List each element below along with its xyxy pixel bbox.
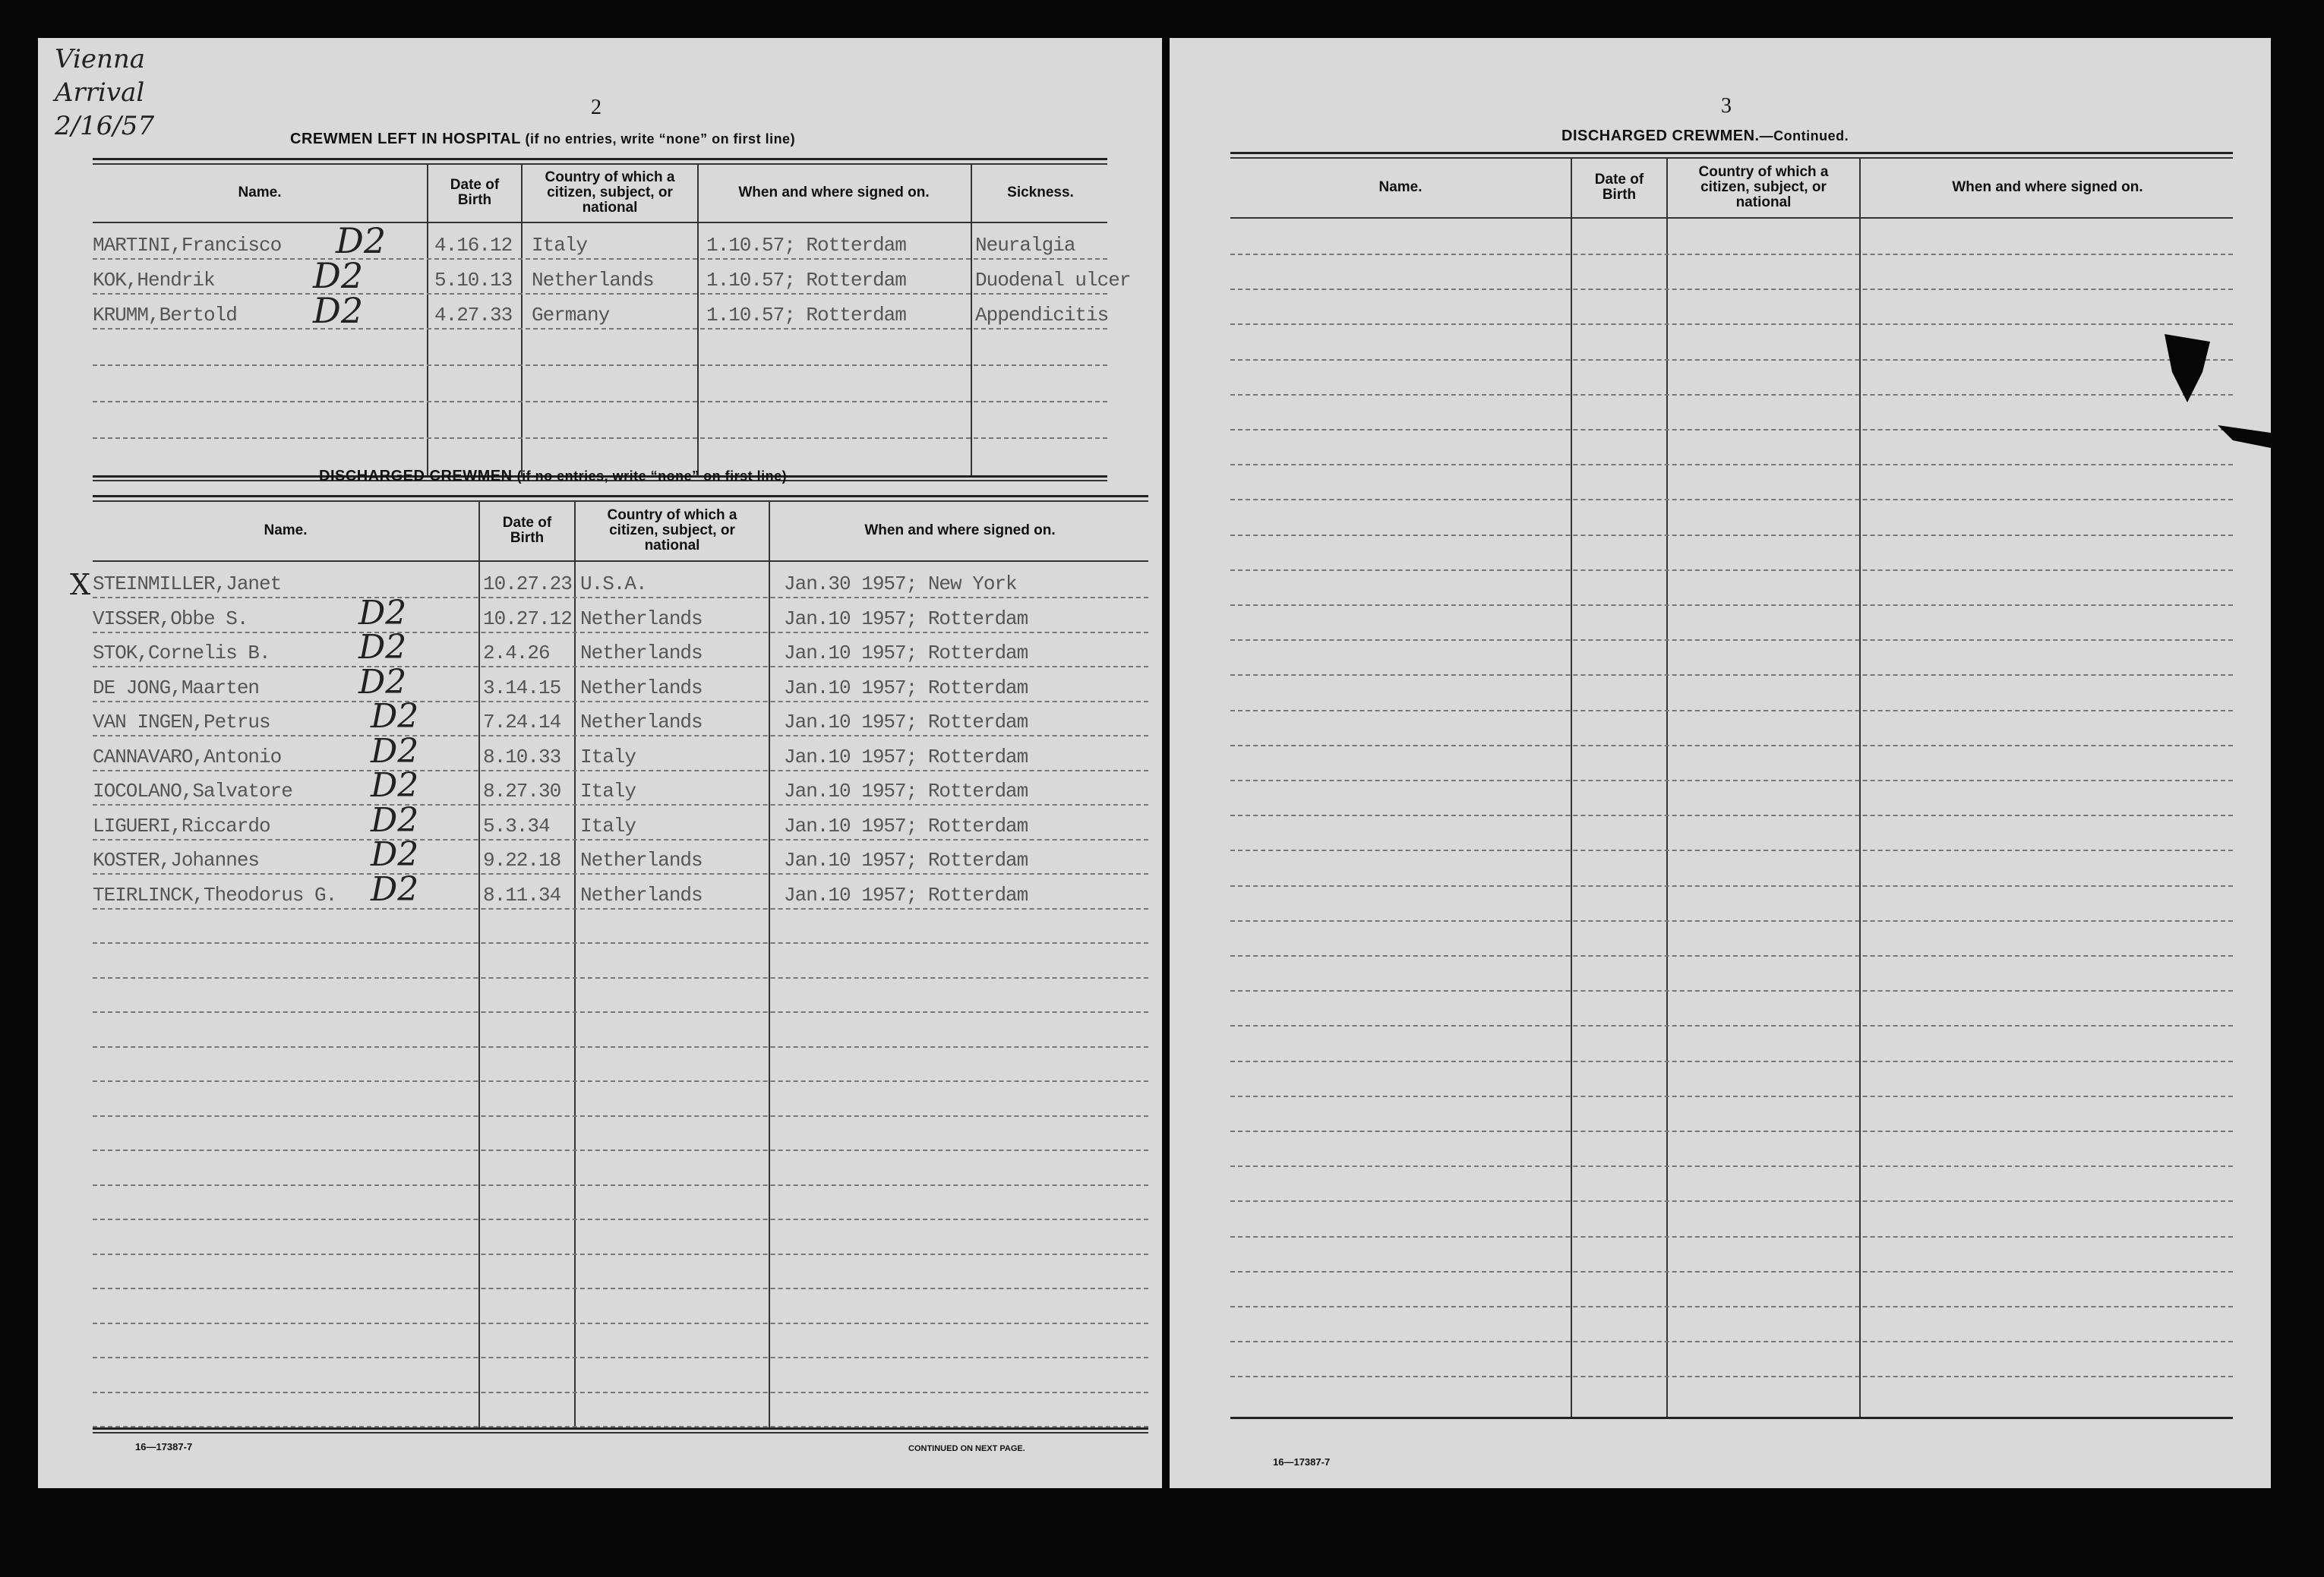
handwritten-note-text: Vienna Arrival 2/16/57 <box>55 44 155 141</box>
right-header-country-text: Country of which a citizen, subject, or national <box>1698 164 1829 210</box>
discharge-mark: D2 <box>371 731 419 771</box>
discharged-section-title <box>319 468 787 485</box>
torn-paper-mark <box>2119 289 2271 456</box>
hospital-row-name: KOK,Hendrik <box>93 269 215 292</box>
hospital-header-sickness: Sickness. <box>1007 185 1074 200</box>
discharged-row-name: TEIRLINCK,Theodorus G. <box>93 883 337 907</box>
discharged-row-name: STEINMILLER,Janet <box>93 572 282 595</box>
ruled-row-line <box>1230 1061 2233 1062</box>
ruled-row-line <box>93 942 1148 944</box>
ruled-row-line <box>1230 850 2233 851</box>
right-header-dob-text: Date of Birth <box>1594 172 1644 203</box>
ruled-row-line <box>1230 745 2233 746</box>
ruled-row-line <box>93 1357 1148 1358</box>
ruled-row-line <box>1230 1165 2233 1167</box>
discharged-row-name: KOSTER,Johannes <box>93 849 260 872</box>
ruled-row-line <box>1230 1306 2233 1307</box>
discharged-row-name: LIGUERI,Riccardo <box>93 814 270 837</box>
hospital-header-country <box>526 166 694 220</box>
right-header-dob <box>1575 159 1663 216</box>
ruled-row-line <box>1230 710 2233 711</box>
left-page <box>38 38 1162 1488</box>
discharge-mark: D2 <box>371 869 419 909</box>
discharged-row-dob: 9.22.18 <box>483 849 561 872</box>
discharged-title-text: DISCHARGED CREWMEN <box>319 468 513 484</box>
ruled-row-line <box>1230 920 2233 922</box>
form-number: 16—17387-7 <box>135 1441 193 1452</box>
discharge-mark: D2 <box>313 255 364 296</box>
right-title-text: DISCHARGED CREWMEN. <box>1561 128 1760 144</box>
discharged-row-dob: 2.4.26 <box>483 642 550 664</box>
discharged-header-country-text: Country of which a citizen, subject, or national <box>607 507 737 554</box>
ruled-row-line <box>1230 780 2233 781</box>
discharged-row-signed: Jan.10 1957; Rotterdam <box>784 883 1028 907</box>
discharged-header-dob-text: Date of Birth <box>502 515 552 546</box>
ruled-row-line <box>1230 955 2233 957</box>
hospital-row-signed: 1.10.57; Rotterdam <box>706 269 906 292</box>
ruled-row-line <box>93 770 1148 771</box>
ruled-row-line <box>1230 885 2233 887</box>
discharged-row-dob: 8.10.33 <box>483 745 561 768</box>
ruled-row-line <box>1230 535 2233 536</box>
hospital-title-note: (if no entries, write “none” on first line) <box>525 131 796 147</box>
right-header-signed: When and where signed on. <box>1952 179 2143 195</box>
hospital-row-country: Netherlands <box>532 269 654 292</box>
ruled-row-line <box>93 1288 1148 1289</box>
ruled-row-line <box>93 1080 1148 1082</box>
ruled-row-line <box>93 1150 1148 1151</box>
ruled-row-line <box>1230 674 2233 676</box>
ruled-row-line <box>1230 604 2233 606</box>
ruled-row-line <box>93 735 1148 736</box>
hospital-section-title <box>290 131 795 148</box>
hospital-row-sickness: Neuralgia <box>975 234 1075 257</box>
discharged-row-country: Netherlands <box>580 676 703 699</box>
hospital-row-name: MARTINI,Francisco <box>93 234 282 257</box>
discharge-mark: D2 <box>371 800 419 840</box>
discharged-row-country: Italy <box>580 745 636 768</box>
hospital-row-sickness: Duodenal ulcer <box>975 269 1131 292</box>
ruled-row-line <box>1230 1025 2233 1027</box>
discharged-row-signed: Jan.30 1957; New York <box>784 572 1017 595</box>
ruled-row-line <box>93 701 1148 702</box>
discharge-mark: D2 <box>358 628 407 667</box>
ruled-row-line <box>1230 1131 2233 1132</box>
discharged-row-signed: Jan.10 1957; Rotterdam <box>784 676 1028 699</box>
ruled-row-line <box>1230 815 2233 816</box>
ruled-row-line <box>1230 1096 2233 1097</box>
discharge-mark: D2 <box>313 290 364 331</box>
discharged-row-dob: 10.27.23 <box>483 572 572 595</box>
handwritten-note <box>55 43 222 143</box>
ruled-row-line <box>1230 1200 2233 1202</box>
ruled-row-line <box>93 804 1148 806</box>
ruled-row-line <box>1230 499 2233 500</box>
right-header-name: Name. <box>1378 179 1423 195</box>
discharged-header-name: Name. <box>264 522 308 538</box>
discharged-title-note: (if no entries, write “none” on first line) <box>516 468 788 484</box>
ruled-row-line <box>1230 254 2233 255</box>
hospital-row-name: KRUMM,Bertold <box>93 304 237 326</box>
ruled-row-line <box>93 1219 1148 1220</box>
ruled-row-line <box>93 1254 1148 1255</box>
discharge-mark: D2 <box>371 697 419 736</box>
discharged-row-country: Netherlands <box>580 642 703 664</box>
hospital-header-name: Name. <box>238 185 282 200</box>
ruled-row-line <box>93 977 1148 979</box>
discharged-row-dob: 5.3.34 <box>483 814 550 837</box>
discharged-row-signed: Jan.10 1957; Rotterdam <box>784 642 1028 664</box>
ruled-row-line <box>1230 639 2233 641</box>
discharged-row-signed: Jan.10 1957; Rotterdam <box>784 607 1028 630</box>
discharged-row-dob: 10.27.12 <box>483 607 572 630</box>
ruled-row-line <box>93 597 1148 598</box>
right-header-country <box>1671 159 1856 216</box>
hospital-row-signed: 1.10.57; Rotterdam <box>706 304 906 326</box>
hospital-row-dob: 4.16.12 <box>434 234 513 257</box>
ruled-row-line <box>93 1323 1148 1324</box>
hospital-row-dob: 5.10.13 <box>434 269 513 292</box>
page-number: 3 <box>1721 94 1732 118</box>
discharged-row-dob: 8.27.30 <box>483 780 561 803</box>
ruled-row-line <box>93 908 1148 910</box>
hospital-header-country-text: Country of which a citizen, subject, or national <box>545 169 675 216</box>
discharged-header-signed: When and where signed on. <box>864 522 1056 538</box>
discharged-row-country: Italy <box>580 814 636 837</box>
reject-x-mark: X <box>70 568 91 601</box>
ruled-row-line <box>1230 323 2233 325</box>
ruled-row-line <box>1230 289 2233 290</box>
ruled-row-line <box>1230 394 2233 396</box>
discharged-row-signed: Jan.10 1957; Rotterdam <box>784 711 1028 733</box>
ruled-row-line <box>93 1046 1148 1048</box>
discharged-row-name: VISSER,Obbe S. <box>93 607 248 630</box>
discharged-row-signed: Jan.10 1957; Rotterdam <box>784 814 1028 837</box>
discharged-header-dob <box>483 503 571 559</box>
form-number: 16—17387-7 <box>1273 1456 1331 1468</box>
ruled-row-line <box>93 839 1148 841</box>
discharge-mark: D2 <box>371 835 419 874</box>
hospital-row-dob: 4.27.33 <box>434 304 513 326</box>
discharged-row-name: STOK,Cornelis B. <box>93 642 270 664</box>
ruled-row-line <box>1230 1341 2233 1342</box>
discharged-row-country: Italy <box>580 780 636 803</box>
ruled-row-line <box>93 632 1148 633</box>
discharged-row-name: IOCOLANO,Salvatore <box>93 780 292 803</box>
hospital-row-sickness: Appendicitis <box>975 304 1109 326</box>
ruled-row-line <box>93 1115 1148 1117</box>
discharged-row-name: DE JONG,Maarten <box>93 676 260 699</box>
ruled-row-line <box>93 873 1148 875</box>
discharged-row-signed: Jan.10 1957; Rotterdam <box>784 849 1028 872</box>
right-title-suffix: —Continued. <box>1759 128 1849 144</box>
ruled-row-line <box>93 666 1148 667</box>
discharged-row-country: Netherlands <box>580 849 703 872</box>
discharge-mark: D2 <box>358 662 407 702</box>
ruled-row-line <box>1230 359 2233 361</box>
hospital-row-country: Italy <box>532 234 588 257</box>
right-table <box>1230 152 2233 1427</box>
right-section-title <box>1561 128 1849 145</box>
hospital-header-signed: When and where signed on. <box>738 185 930 200</box>
ruled-row-line <box>1230 1271 2233 1273</box>
ruled-row-line <box>1230 990 2233 992</box>
discharged-row-country: U.S.A. <box>580 572 647 595</box>
discharged-table <box>70 495 1148 1437</box>
discharged-row-dob: 8.11.34 <box>483 883 561 907</box>
discharged-row-dob: 7.24.14 <box>483 711 561 733</box>
ruled-row-line <box>1230 1236 2233 1238</box>
discharged-row-signed: Jan.10 1957; Rotterdam <box>784 745 1028 768</box>
ruled-row-line <box>1230 569 2233 571</box>
ruled-row-line <box>93 1392 1148 1393</box>
ruled-row-line <box>93 1011 1148 1013</box>
discharged-header-country <box>579 503 766 559</box>
continued-note: CONTINUED ON NEXT PAGE. <box>908 1444 1025 1453</box>
discharged-row-country: Netherlands <box>580 607 703 630</box>
discharge-mark: D2 <box>358 593 407 632</box>
hospital-title-text: CREWMEN LEFT IN HOSPITAL <box>290 131 521 147</box>
discharged-row-signed: Jan.10 1957; Rotterdam <box>784 780 1028 803</box>
discharge-mark: D2 <box>371 766 419 805</box>
discharged-row-country: Netherlands <box>580 711 703 733</box>
hospital-table <box>93 158 1131 484</box>
discharged-row-dob: 3.14.15 <box>483 676 561 699</box>
hospital-row-country: Germany <box>532 304 610 326</box>
hospital-header-dob <box>431 166 518 220</box>
ruled-row-line <box>1230 464 2233 465</box>
discharged-row-name: CANNAVARO,Antonio <box>93 745 282 768</box>
ruled-row-line <box>93 1426 1148 1427</box>
ruled-row-line <box>1230 429 2233 431</box>
hospital-row-signed: 1.10.57; Rotterdam <box>706 234 906 257</box>
ruled-row-line <box>1230 1376 2233 1377</box>
discharged-row-country: Netherlands <box>580 883 703 907</box>
discharge-mark: D2 <box>336 220 387 261</box>
ruled-row-line <box>93 1184 1148 1186</box>
right-page <box>1170 38 2271 1488</box>
discharged-row-name: VAN INGEN,Petrus <box>93 711 270 733</box>
page-number: 2 <box>591 96 602 119</box>
hospital-header-dob-text: Date of Birth <box>450 177 500 208</box>
